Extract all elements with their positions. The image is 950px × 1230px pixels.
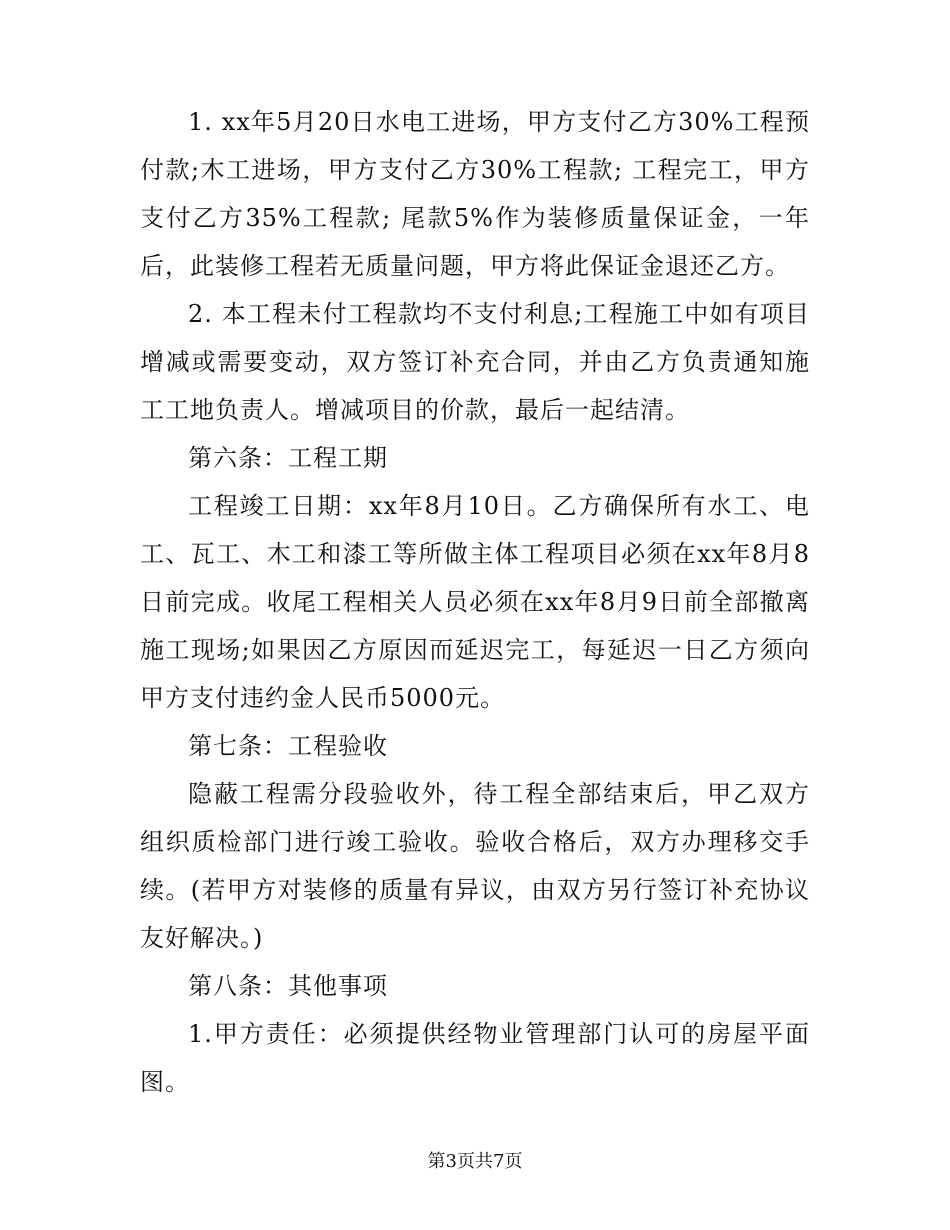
page-footer: [0, 1150, 950, 1174]
page-number-label: 第3页共7页: [427, 1151, 523, 1172]
document-body: [140, 98, 810, 1106]
paragraph-payment-schedule: 1. xx年5月20日水电工进场，甲方支付乙方30%工程预付款;木工进场，甲方支付乙方30%工程款; 工程完工，甲方支付乙方35%工程款; 尾款5%作为装修质量保证金，一年后，此装修工程若无质量问题，甲方将此保证金退还乙方。: [140, 108, 810, 280]
paragraph-interest-and-changes: 2. 本工程未付工程款均不支付利息;工程施工中如有项目增减或需要变动，双方签订补充合同，并由乙方负责通知施工工地负责人。增减项目的价款，最后一起结清。: [140, 300, 810, 424]
paragraph-acceptance-process: 隐蔽工程需分段验收外，待工程全部结束后，甲乙双方组织质检部门进行竣工验收。验收合格后，双方办理移交手续。(若甲方对装修的质量有异议，由双方另行签订补充协议友好解决。): [140, 780, 810, 952]
paragraph-party-a-responsibility: 1.甲方责任：必须提供经物业管理部门认可的房屋平面图。: [140, 1020, 810, 1096]
section-heading-article-6: 第六条：工程工期: [188, 444, 388, 472]
paragraph-completion-deadline: 工程竣工日期：xx年8月10日。乙方确保所有水工、电工、瓦工、木工和漆工等所做主体工程项目必须在xx年8月8日前完成。收尾工程相关人员必须在xx年8月9日前全部撤离施工现场;如果因乙方原因而延迟完工，每延迟一日乙方须向甲方支付违约金人民币5000元。: [140, 492, 810, 712]
section-heading-article-7: 第七条：工程验收: [188, 732, 388, 760]
section-heading-article-8: 第八条：其他事项: [188, 972, 388, 1000]
